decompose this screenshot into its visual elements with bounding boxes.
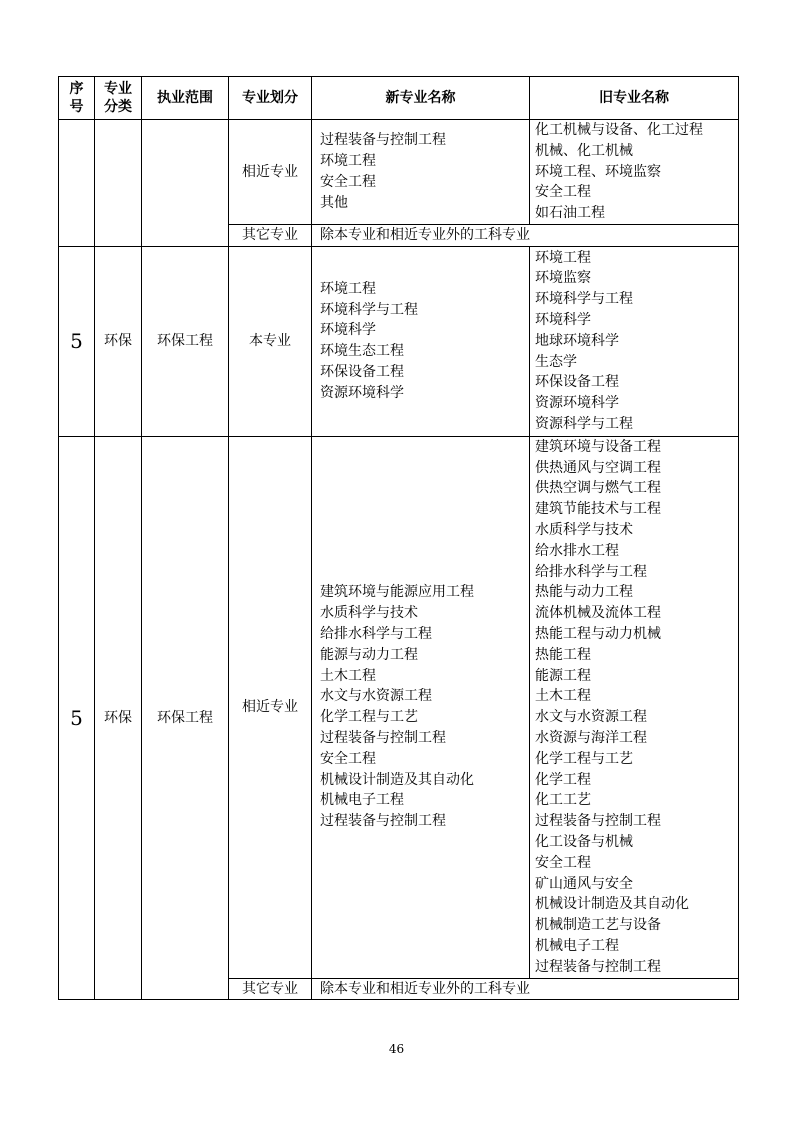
seq-cell (59, 120, 95, 247)
list-item: 环境工程 (535, 249, 591, 266)
list-item: 化学工程与工艺 (320, 709, 418, 726)
list-item: 环境生态工程 (320, 343, 404, 360)
list-item: 环境工程 (320, 153, 376, 170)
division-cell: 其它专业 (229, 978, 312, 1000)
list-item: 如石油工程 (535, 205, 605, 222)
list-item: 环境科学 (535, 312, 591, 329)
list-item: 环保设备工程 (320, 364, 404, 381)
list-item: 机械制造工艺与设备 (535, 917, 661, 934)
category-cell: 环保 (95, 436, 142, 1000)
list-item: 安全工程 (535, 854, 591, 871)
list-item: 给排水科学与工程 (320, 625, 432, 642)
list-item: 化学工程与工艺 (535, 750, 633, 767)
new-name-list (312, 246, 530, 436)
list-item: 能源与动力工程 (320, 646, 418, 663)
list-item: 矿山通风与安全 (535, 875, 633, 892)
list-item: 水文与水资源工程 (535, 709, 647, 726)
table-row (59, 246, 739, 436)
list-item: 生态学 (535, 353, 577, 370)
list-item: 机械设计制造及其自动化 (320, 771, 474, 788)
list-item: 资源环境科学 (320, 384, 404, 401)
header-old-name: 旧专业名称 (530, 77, 739, 120)
list-item: 土木工程 (535, 688, 591, 705)
list-item: 给水排水工程 (535, 542, 619, 559)
old-name-list (530, 120, 739, 225)
list-item: 热能与动力工程 (535, 584, 633, 601)
list-item: 环境科学与工程 (320, 301, 418, 318)
list-item: 机械电子工程 (535, 937, 619, 954)
new-name-list (312, 120, 530, 225)
seq-cell: 5 (59, 246, 95, 436)
list-item: 机械、化工机械 (535, 142, 633, 159)
list-item: 能源工程 (535, 667, 591, 684)
table-row (59, 436, 739, 978)
list-item: 机械设计制造及其自动化 (535, 896, 689, 913)
header-scope: 执业范围 (142, 77, 229, 120)
list-item: 化工设备与机械 (535, 833, 633, 850)
list-item: 环境科学 (320, 322, 376, 339)
list-item: 土木工程 (320, 667, 376, 684)
page-number: 46 (388, 1042, 405, 1056)
list-item: 热能工程与动力机械 (535, 625, 661, 642)
list-item: 流体机械及流体工程 (535, 605, 661, 622)
list-item: 给排水科学与工程 (535, 563, 647, 580)
division-cell: 相近专业 (229, 436, 312, 978)
specialty-table (58, 76, 739, 1000)
header-division: 专业划分 (229, 77, 312, 120)
list-item: 供热空调与燃气工程 (535, 480, 661, 497)
division-cell: 其它专业 (229, 224, 312, 246)
list-item: 环保设备工程 (535, 374, 619, 391)
list-item: 建筑环境与设备工程 (535, 438, 661, 455)
seq-cell: 5 (59, 436, 95, 1000)
list-item: 其他 (320, 194, 348, 211)
list-item: 水文与水资源工程 (320, 688, 432, 705)
list-item: 建筑节能技术与工程 (535, 501, 661, 518)
list-item: 过程装备与控制工程 (535, 958, 661, 975)
other-desc-cell: 除本专业和相近专业外的工科专业 (312, 224, 739, 246)
list-item: 化学工程 (535, 771, 591, 788)
list-item: 化工工艺 (535, 792, 591, 809)
category-cell (95, 120, 142, 247)
list-item: 环境监察 (535, 270, 591, 287)
list-item: 环境科学与工程 (535, 291, 633, 308)
header-category (95, 77, 142, 120)
division-cell: 相近专业 (229, 120, 312, 225)
list-item: 水质科学与技术 (320, 605, 418, 622)
other-desc-cell: 除本专业和相近专业外的工科专业 (312, 978, 739, 1000)
list-item: 过程装备与控制工程 (320, 132, 446, 149)
header-seq (59, 77, 95, 120)
list-item: 机械电子工程 (320, 792, 404, 809)
list-item: 安全工程 (535, 184, 591, 201)
list-item: 安全工程 (320, 750, 376, 767)
table-row (59, 120, 739, 225)
list-item: 热能工程 (535, 646, 591, 663)
list-item: 供热通风与空调工程 (535, 459, 661, 476)
header-new-name: 新专业名称 (312, 77, 530, 120)
list-item: 安全工程 (320, 173, 376, 190)
list-item: 化工机械与设备、化工过程 (535, 122, 703, 138)
list-item: 资源环境科学 (535, 395, 619, 412)
scope-cell: 环保工程 (142, 436, 229, 1000)
list-item: 地球环境科学 (535, 332, 619, 349)
division-cell: 本专业 (229, 246, 312, 436)
list-item: 过程装备与控制工程 (535, 813, 661, 830)
old-name-list (530, 246, 739, 436)
old-name-list (530, 436, 739, 978)
category-cell: 环保 (95, 246, 142, 436)
header-row (59, 77, 739, 120)
list-item: 建筑环境与能源应用工程 (320, 584, 474, 601)
scope-cell: 环保工程 (142, 246, 229, 436)
header-seq-label: 序 号 (69, 81, 84, 115)
list-item: 环境工程、环境监察 (535, 163, 661, 180)
header-category-label: 专业 分类 (104, 81, 132, 115)
list-item: 资源科学与工程 (535, 416, 633, 433)
list-item: 水质科学与技术 (535, 521, 633, 538)
new-name-list (312, 436, 530, 978)
list-item: 环境工程 (320, 280, 376, 297)
list-item: 过程装备与控制工程 (320, 813, 446, 830)
list-item: 水资源与海洋工程 (535, 729, 647, 746)
scope-cell (142, 120, 229, 247)
list-item: 过程装备与控制工程 (320, 729, 446, 746)
